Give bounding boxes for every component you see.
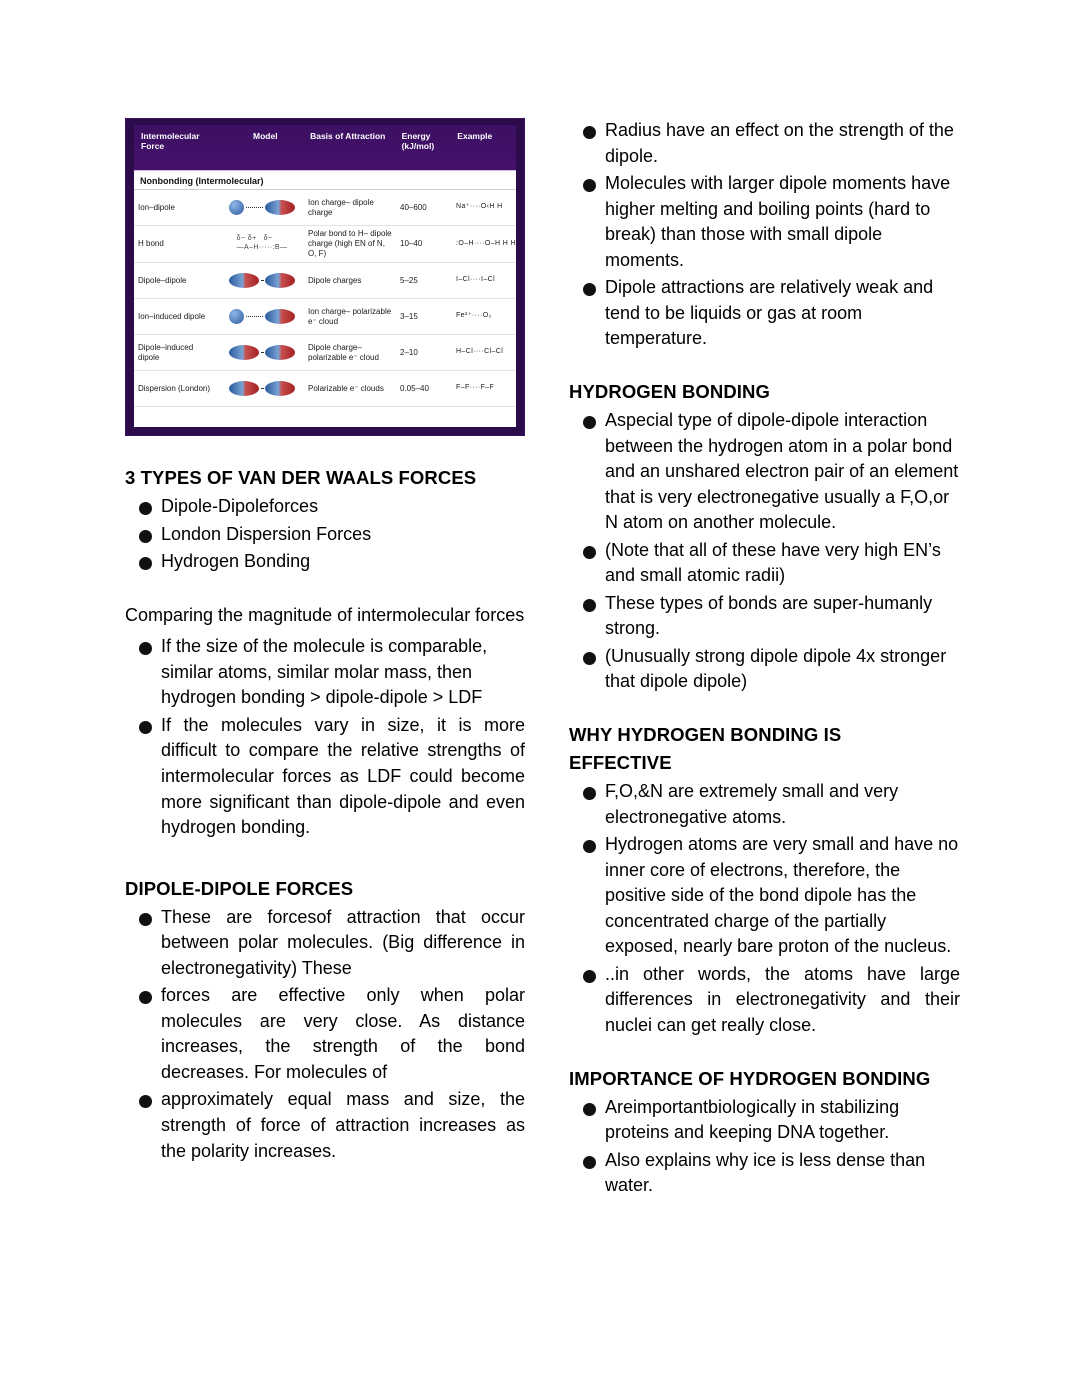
heading-hydrogen-bonding: HYDROGEN BONDING xyxy=(569,380,770,402)
figure-cell-basis: Ion charge– polarizable e⁻ cloud xyxy=(308,306,392,326)
figure-cell-energy: 0.05–40 xyxy=(400,383,429,393)
list-item: forces are effective only when polar molecules are very close. As distance increases, the strength of the bond decreases. For molecules of xyxy=(125,983,525,1085)
list-item: Dipole-Dipoleforces xyxy=(125,494,525,520)
figure-cell-energy: 5–25 xyxy=(400,275,418,285)
figure-cell-basis: Dipole charge– polarizable e⁻ cloud xyxy=(308,342,379,362)
figure-header-energy: Energy (kJ/mol) xyxy=(401,131,435,151)
figure-cell-force: Ion–dipole xyxy=(138,202,175,212)
list-item: Aspecial type of dipole-dipole interaction between the hydrogen atom in a polar bond and an unshared electron pair of an element that is very electronegative usually a F,O,or N atom on another molecule. xyxy=(569,408,960,536)
heading-why-hydrogen-bonding-line1: WHY HYDROGEN BONDING IS xyxy=(569,723,842,745)
figure-cell-example: F–F····F–F xyxy=(456,384,495,392)
right-column xyxy=(569,118,960,1201)
list-item: These are forcesof attraction that occur between polar molecules. (Big difference in electronegativity) These xyxy=(125,905,525,982)
list-item: Hydrogen Bonding xyxy=(125,549,525,575)
ion-dipole-model-icon xyxy=(220,196,304,220)
list-comparing xyxy=(125,634,525,840)
list-item: Areimportantbiologically in stabilizing proteins and keeping DNA together. xyxy=(569,1095,960,1146)
figure-cell-energy: 40–600 xyxy=(400,202,427,212)
figure-cell-force: Dispersion (London) xyxy=(138,383,211,393)
heading-why-hydrogen-bonding-line2: EFFECTIVE xyxy=(569,752,672,774)
figure-cell-force: H bond xyxy=(138,239,164,248)
list-item: If the size of the molecule is comparable, similar atoms, similar molar mass, then hydrogen bonding > dipole-dipole > LDF xyxy=(125,634,525,711)
figure-cell-example: :O–H····O–H H H xyxy=(456,239,517,247)
figure-cell-basis: Ion charge– dipole charge xyxy=(308,197,374,217)
heading-van-der-waals: 3 TYPES OF VAN DER WAALS FORCES xyxy=(125,467,477,488)
figure-row xyxy=(134,190,516,226)
list-importance xyxy=(569,1095,960,1199)
figure-row xyxy=(134,263,516,299)
left-column xyxy=(125,118,525,1166)
figure-row xyxy=(134,299,516,335)
figure-cell-force: Dipole–dipole xyxy=(138,275,187,285)
figure-row xyxy=(134,335,516,371)
figure-header-force: Intermolecular Force xyxy=(141,131,200,151)
figure-cell-example: I–Cl····I–Cl xyxy=(456,276,496,284)
list-item: ..in other words, the atoms have large differences in electronegativity and their nuclei can get really close. xyxy=(569,962,960,1039)
list-item: Hydrogen atoms are very small and have no inner core of electrons, therefore, the positive side of the bond dipole has the concentrated charge of the partially exposed, nearly bare proton of the nucleus. xyxy=(569,832,960,960)
intermolecular-forces-figure xyxy=(125,118,525,436)
list-item: F,O,&N are extremely small and very electronegative atoms. xyxy=(569,779,960,830)
list-item: If the molecules vary in size, it is more difficult to compare the relative strengths of intermolecular forces as LDF could become more significant than dipole-dipole and even hydrogen bonding. xyxy=(125,713,525,841)
ion-induced-dipole-model-icon xyxy=(220,305,304,329)
heading-importance-hydrogen-bonding: IMPORTANCE OF HYDROGEN BONDING xyxy=(569,1067,931,1089)
hydrogen-bond-model-icon: δ− δ+ δ− —A–H·····:B— xyxy=(236,235,288,251)
list-van-der-waals xyxy=(125,494,525,575)
figure-header-basis: Basis of Attraction xyxy=(310,131,386,141)
figure-cell-basis: Dipole charges xyxy=(308,275,362,285)
figure-cell-basis: Polarizable e⁻ clouds xyxy=(308,383,384,393)
dipole-induced-dipole-model-icon xyxy=(220,341,304,365)
list-item: Radius have an effect on the strength of the dipole. xyxy=(569,118,960,169)
two-column-layout xyxy=(125,118,960,1201)
figure-row xyxy=(134,371,516,407)
figure-cell-energy: 3–15 xyxy=(400,311,418,321)
list-item: London Dispersion Forces xyxy=(125,522,525,548)
list-hydrogen-bonding xyxy=(569,408,960,695)
figure-header-row xyxy=(134,125,516,171)
list-item: Dipole attractions are relatively weak and tend to be liquids or gas at room temperature. xyxy=(569,275,960,352)
paragraph-comparing-magnitude: Comparing the magnitude of intermolecular forces xyxy=(125,604,525,625)
figure-cell-example: H–Cl····Cl–Cl xyxy=(456,348,504,356)
figure-body xyxy=(134,171,516,407)
list-item: approximately equal mass and size, the strength of force of attraction increases as the polarity increases. xyxy=(125,1087,525,1164)
list-item: Molecules with larger dipole moments have higher melting and boiling points (hard to break) than those with small dipole moments. xyxy=(569,171,960,273)
figure-cell-example: Na⁺····O‹H H xyxy=(456,203,503,211)
list-item: These types of bonds are super-humanly strong. xyxy=(569,591,960,642)
list-dipole-strength-notes xyxy=(569,118,960,352)
figure-row xyxy=(134,226,516,263)
figure-header-model: Model xyxy=(253,131,278,141)
figure-cell-force: Dipole–induced dipole xyxy=(138,342,194,362)
figure-section-label: Nonbonding (Intermolecular) xyxy=(134,171,516,190)
figure-cell-energy: 10–40 xyxy=(400,239,423,248)
list-why-effective xyxy=(569,779,960,1038)
figure-cell-example: Fe²⁺····O₂ xyxy=(456,312,492,320)
list-dipole-dipole xyxy=(125,905,525,1164)
list-item: Also explains why ice is less dense than water. xyxy=(569,1148,960,1199)
dipole-dipole-model-icon xyxy=(220,269,304,293)
figure-header-example: Example xyxy=(457,131,493,141)
figure-cell-force: Ion–induced dipole xyxy=(138,311,206,321)
figure-cell-energy: 2–10 xyxy=(400,347,418,357)
list-item: (Note that all of these have very high EN’s and small atomic radii) xyxy=(569,538,960,589)
list-item: (Unusually strong dipole dipole 4x stronger that dipole dipole) xyxy=(569,644,960,695)
figure-cell-basis: Polar bond to H– dipole charge (high EN of N, O, F) xyxy=(308,229,392,258)
dispersion-model-icon xyxy=(220,377,304,401)
heading-dipole-dipole-forces: DIPOLE-DIPOLE FORCES xyxy=(125,877,354,899)
